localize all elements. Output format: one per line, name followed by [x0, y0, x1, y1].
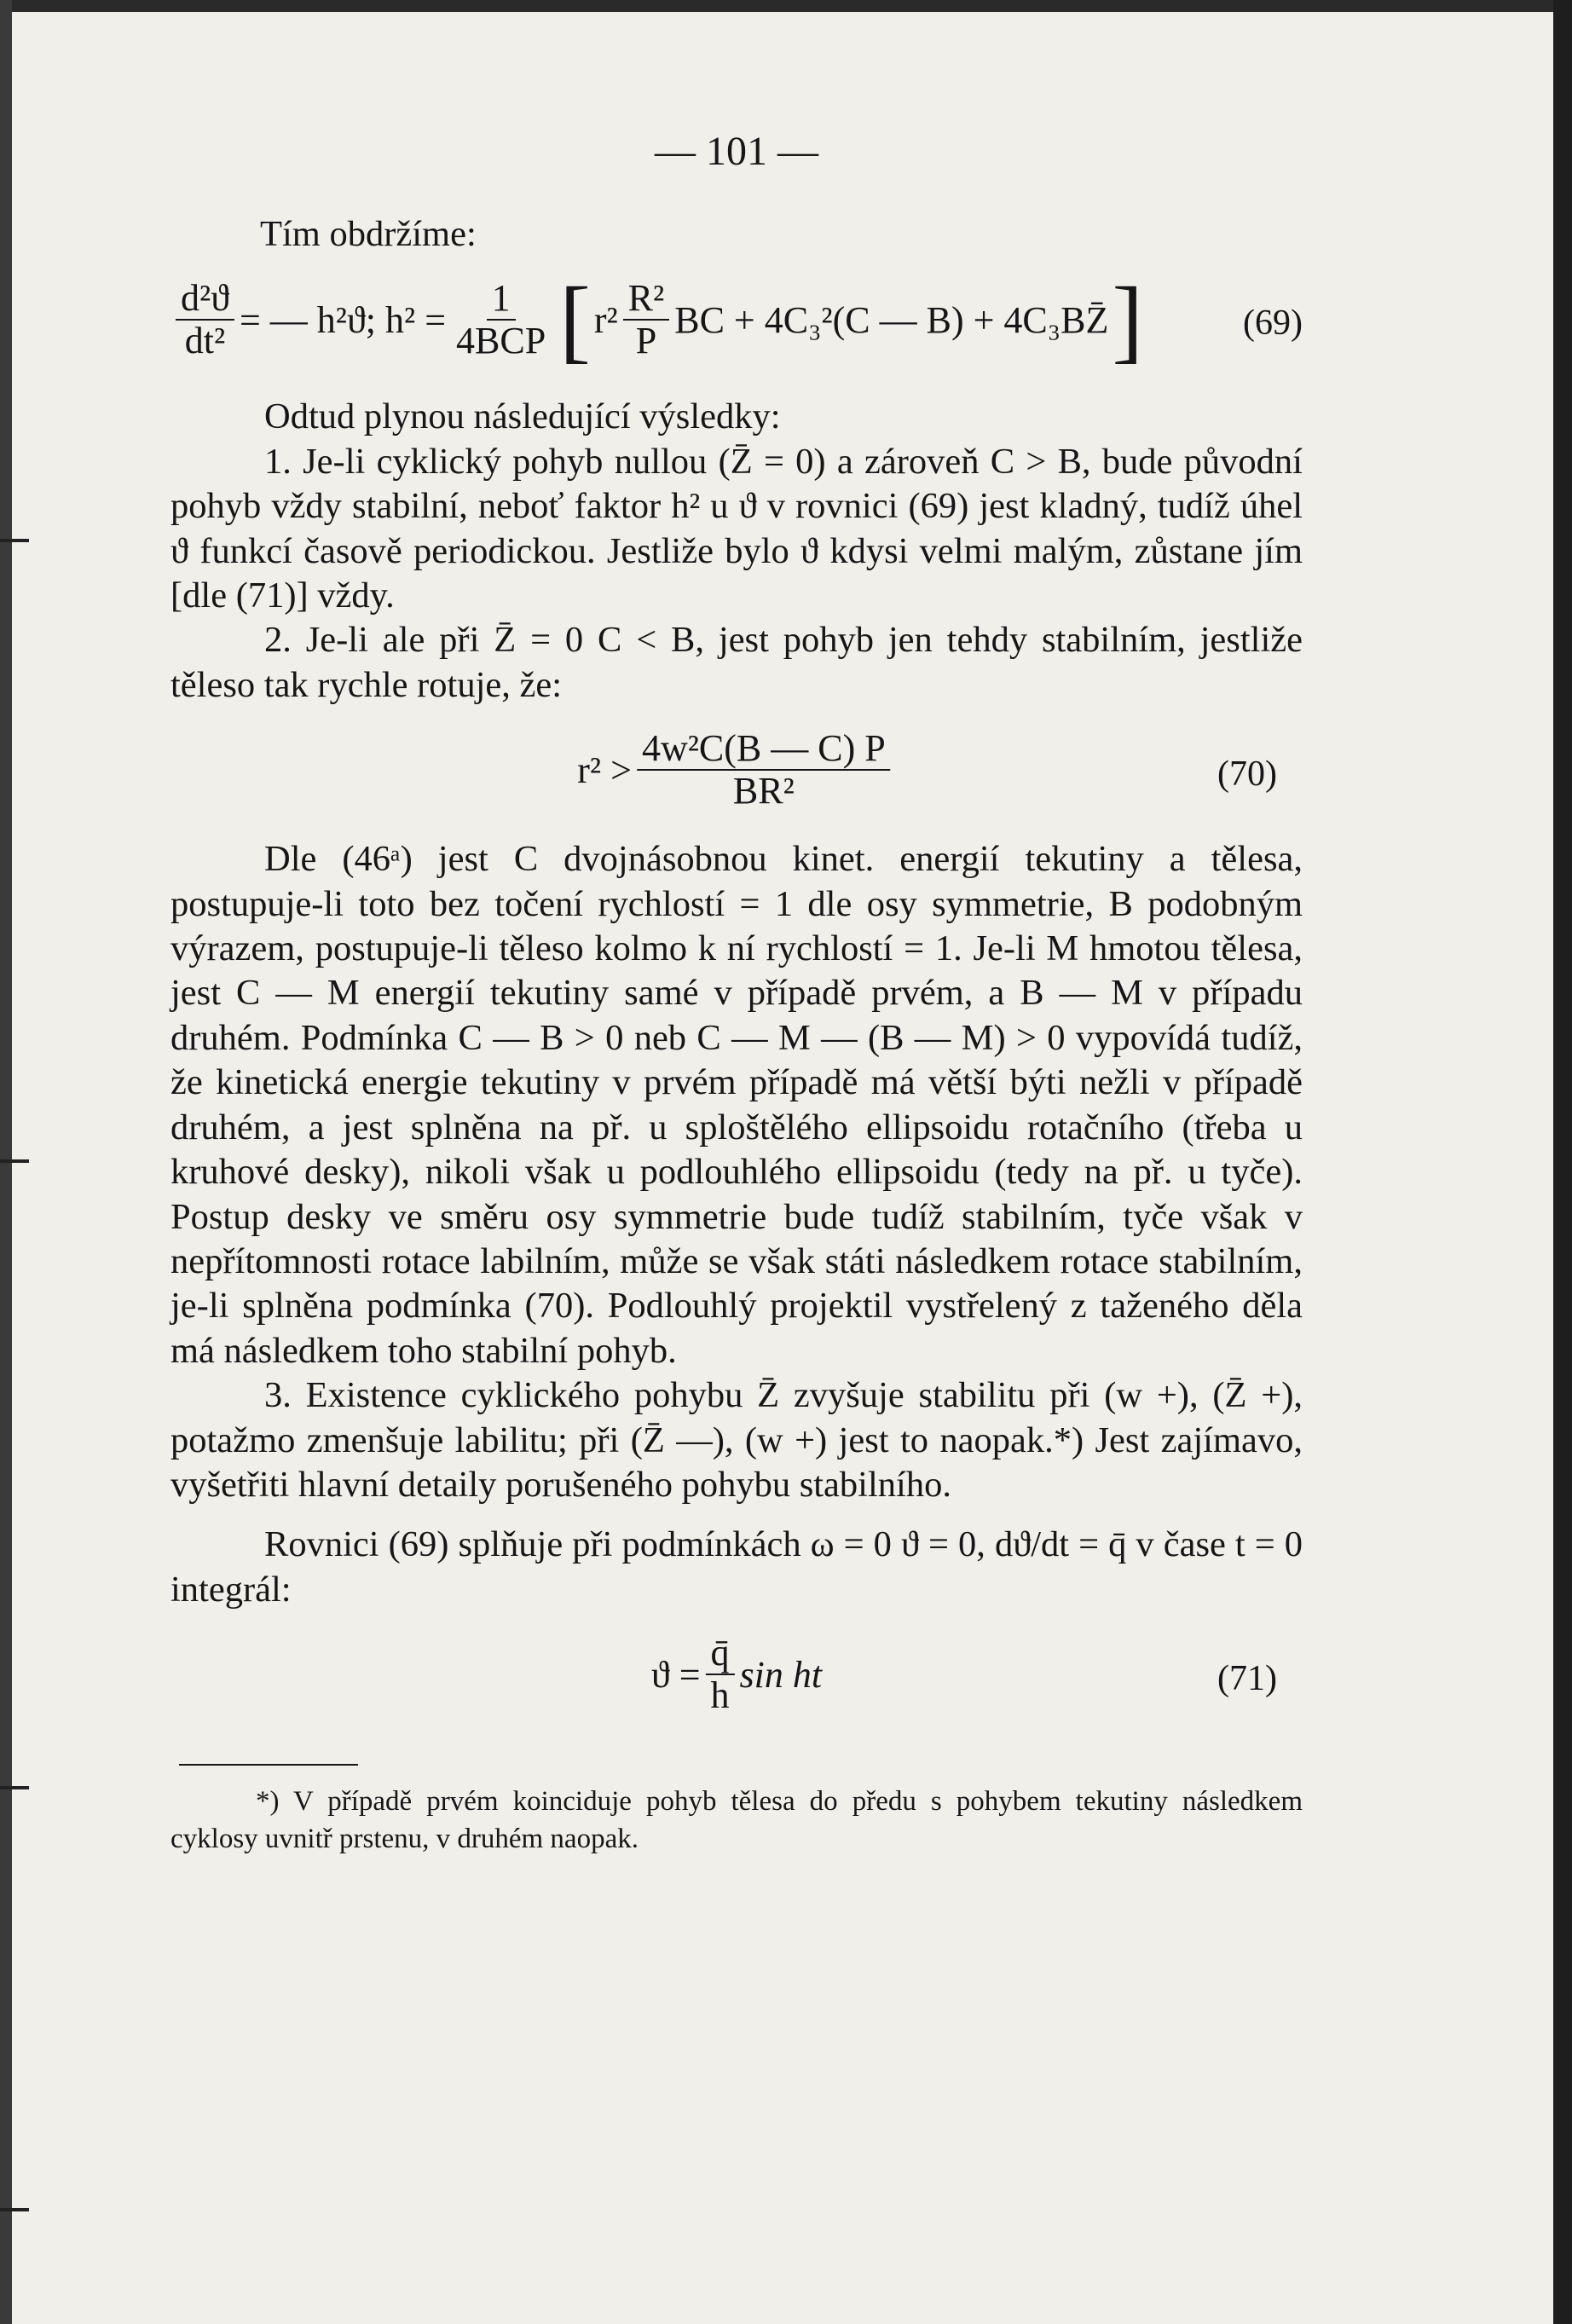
- paragraph-case-2: 2. Je-li ale při Z̄ = 0 C < B, jest pohyb jen tehdy stabilním, jestliže těleso tak rychle rotuje, že:: [170, 620, 1303, 705]
- paragraph-case-3: 3. Existence cyklického pohybu Z̄ zvyšuje stabilitu při (w +), (Z̄ +), potažmo zmenšuje labilitu; při (Z̄ —), (w +) jest to naopak.*) Jest zajímavo, vyšetřiti hlavní detaily porušeného pohybu stabilního.: [170, 1375, 1303, 1505]
- eq69-f2-den: P: [635, 320, 657, 362]
- margin-tick: [0, 2208, 29, 2211]
- eq69-r2: r²: [593, 298, 618, 341]
- page-number: — 101 —: [655, 129, 818, 174]
- footnote-rule: [179, 1764, 358, 1766]
- eq70-den: BR²: [732, 770, 795, 812]
- eq69-f1-den: 4BCP: [456, 320, 546, 362]
- margin-tick: [0, 539, 29, 542]
- eq70-lhs: r² >: [577, 749, 632, 791]
- equation-69: $\frac{\text{d²ϑ}}{\text{dt²}}$ = — h²ϑ; h² = $\frac{1}{\text{4BCP}}$ [ r² $\frac{\text{R²}}{P}$ BC + 4C₃²(C — B) + 4C₃BZ̄ ] (69): [170, 269, 1303, 379]
- eq69-tail: BC + 4C₃²(C — B) + 4C₃BZ̄: [674, 298, 1109, 341]
- margin-tick: [0, 1159, 29, 1163]
- eq69-lhs-den: dt²: [184, 320, 226, 362]
- paragraph-energy: Dle (46ᵃ) jest C dvojnásobnou kinet. energií tekutiny a tělesa, postupuje-li toto bez točení rychlostí = 1 dle osy symmetrie, B podobným výrazem, postupuje-li těleso kolmo k ní rychlostí = 1. Je-li M hmotou tělesa, jest C — M energií tekutiny samé v případě prvém, a B — M v případu druhém. Podmínka C — B > 0 neb C — M — (B — M) > 0 vypovídá tudíž, že kinetická energie tekutiny v prvém případě má větší býti nežli v případě druhém, a jest splněna na př. u sploštělého ellipsoidu rotačního (třeba u kruhové desky), nikoli však u podlouhlého ellipsoidu (tedy na př. u tyče). Postup desky ve směru osy symmetrie bude tudíž stabilním, tyče však v nepřítomnosti rotace labilním, může se však státi následkem rotace stabilním, je-li splněna podmínka (70). Podlouhlý projektil vystřelený z taženého děla má následkem toho stabilní pohyb.: [170, 839, 1303, 1371]
- eq71-number: (71): [1217, 1659, 1277, 1699]
- equation-71: [170, 1624, 1303, 1726]
- footnote: *) V případě prvém koinciduje pohyb tělesa do předu s pohybem tekutiny následkem cyklosy uvnitř prstenu, v druhém naopak.: [170, 1786, 1303, 1855]
- eq69-lhs-num: d²ϑ: [176, 278, 234, 321]
- scan-edge-top: [0, 0, 1572, 12]
- paragraph-case-1: 1. Je-li cyklický pohyb nullou (Z̄ = 0) a zároveň C > B, bude původní pohyb vždy stabilní, neboť faktor h² u ϑ v rovnici (69) jest kladný, tudíž úhel ϑ funkcí časově periodickou. Jestliže bylo ϑ kdysi velmi malým, zůstane jím [dle (71)] vždy.: [170, 441, 1303, 616]
- eq71-rhs: sin ht: [739, 1653, 823, 1696]
- eq69-f1-num: 1: [487, 278, 516, 321]
- eq69-f2-num: R²: [623, 278, 670, 321]
- equation-70: [170, 720, 1303, 822]
- eq71-den: h: [710, 1674, 730, 1717]
- margin-tick: [0, 1786, 29, 1789]
- paragraph-integral: Rovnici (69) splňuje při podmínkách ω = 0 ϑ = 0, dϑ/dt = q̄ v čase t = 0 integrál:: [170, 1524, 1303, 1610]
- paragraph-intro: Tím obdržíme:: [260, 214, 477, 254]
- eq69-number: (69): [1243, 304, 1303, 344]
- paragraph-results: Odtud plynou následující výsledky:: [264, 396, 781, 437]
- scan-edge-right: [1553, 0, 1572, 2324]
- eq69-mid: = — h²ϑ; h² =: [239, 298, 447, 341]
- eq71-num: q̄: [706, 1633, 735, 1675]
- eq70-number: (70): [1217, 754, 1277, 795]
- eq70-num: 4w²C(B — C) P: [637, 728, 891, 771]
- page: [170, 128, 1303, 1858]
- eq71-lhs: ϑ =: [650, 1653, 701, 1696]
